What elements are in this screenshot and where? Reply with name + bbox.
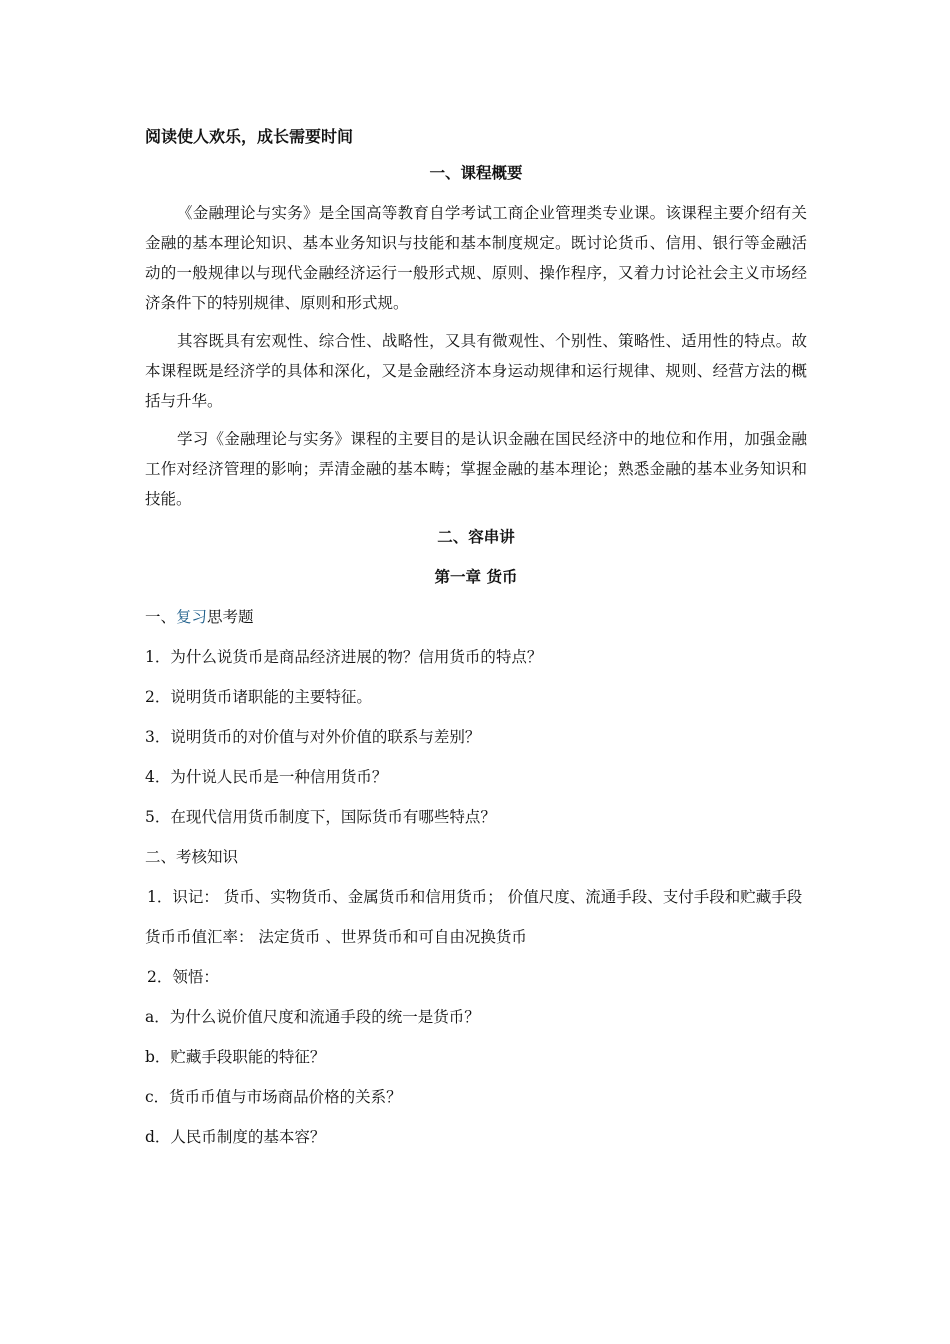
review-question: 3．说明货币的对价值与对外价值的联系与差别？ (145, 728, 481, 746)
exam-understand-item: d．人民币制度的基本容？ (145, 1128, 326, 1146)
review-heading-prefix: 一、 (145, 608, 177, 626)
review-heading-link[interactable]: 复习 (176, 608, 208, 626)
exam-heading: 二、考核知识 (145, 848, 239, 866)
chapter-title: 第一章 货币 (434, 567, 518, 586)
exam-understand-item: c．货币币值与市场商品价格的关系？ (145, 1088, 402, 1106)
exam-understand-item: a．为什么说价值尺度和流通手段的统一是货币？ (145, 1008, 480, 1026)
exam-memorize-continued: 货币币值汇率： 法定货币 、世界货币和可自由况换货币 (145, 928, 527, 946)
review-heading (145, 602, 807, 632)
section-title-overview: 一、课程概要 (429, 163, 523, 182)
review-question: 4．为什说人民币是一种信用货币？ (145, 768, 388, 786)
document-page (145, 122, 807, 1162)
overview-paragraph-2: 其容既具有宏观性、综合性、战略性，又具有微观性、个别性、策略性、适用性的特点。故本课程既是经济学的具体和深化，又是金融经济本身运动规律和运行规律、规则、经营方法的概括与升华。 (145, 332, 807, 410)
overview-paragraph-1: 《金融理论与实务》是全国高等教育自学考试工商企业管理类专业课。该课程主要介绍有关金融的基本理论知识、基本业务知识与技能和基本制度规定。既讨论货币、信用、银行等金融活动的一般规律以与现代金融经济运行一般形式规、原则、操作程序，又着力讨论社会主义市场经济条件下的特别规律、原则和形式规。 (145, 204, 807, 312)
page-tagline: 阅读使人欢乐，成长需要时间 (145, 127, 354, 146)
exam-understand-item: b．贮藏手段职能的特征？ (145, 1048, 326, 1066)
review-question: 5．在现代信用货币制度下，国际货币有哪些特点？ (145, 808, 496, 826)
review-question: 1．为什么说货币是商品经济进展的物？信用货币的特点？ (145, 648, 543, 666)
review-heading-suffix: 思考题 (207, 608, 254, 626)
review-question: 2．说明货币诸职能的主要特征。 (145, 688, 372, 706)
exam-memorize: 1．识记： 货币、实物货币、金属货币和信用货币； 价值尺度、流通手段、支付手段和贮藏手段 (147, 888, 803, 906)
section-title-lecture: 二、容串讲 (437, 527, 515, 546)
exam-understand-heading: 2．领悟： (147, 968, 219, 986)
overview-paragraph-3: 学习《金融理论与实务》课程的主要目的是认识金融在国民经济中的地位和作用，加强金融工作对经济管理的影响；弄清金融的基本畴；掌握金融的基本理论；熟悉金融的基本业务知识和技能。 (145, 430, 807, 508)
